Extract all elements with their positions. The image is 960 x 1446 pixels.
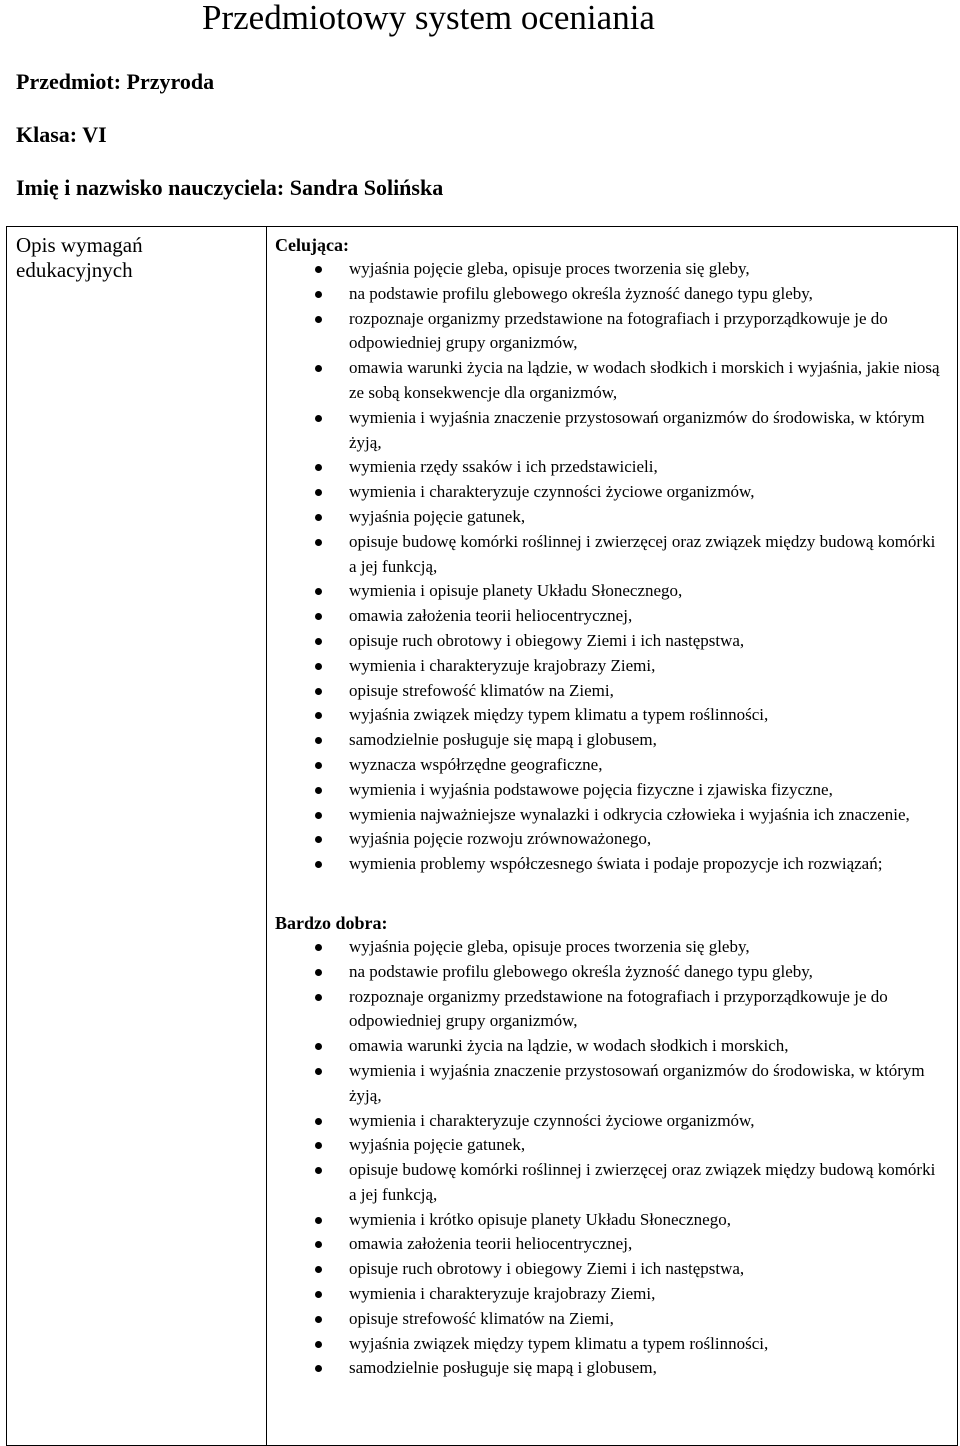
requirement-text: na podstawie profilu glebowego określa żyzność danego typu gleby, bbox=[349, 961, 813, 981]
bullet-icon bbox=[315, 638, 322, 645]
list-item bbox=[275, 282, 947, 307]
requirement-text: wymienia rzędy ssaków i ich przedstawicieli, bbox=[349, 457, 658, 477]
list-item bbox=[275, 604, 947, 629]
list-item bbox=[275, 356, 947, 406]
bullet-icon bbox=[315, 1365, 322, 1372]
bullet-icon bbox=[315, 1266, 322, 1273]
bullet-icon bbox=[315, 1217, 322, 1224]
requirements-list bbox=[275, 257, 947, 877]
bullet-icon bbox=[315, 969, 322, 976]
bullet-icon bbox=[315, 944, 322, 951]
list-item bbox=[275, 1034, 947, 1059]
requirement-text: samodzielnie posługuje się mapą i globusem, bbox=[349, 730, 657, 750]
list-item bbox=[275, 1208, 947, 1233]
grade-section bbox=[275, 911, 947, 1381]
column-divider bbox=[266, 227, 267, 1445]
list-item bbox=[275, 827, 947, 852]
requirement-text: wyjaśnia pojęcie gleba, opisuje proces tworzenia się gleby, bbox=[349, 936, 750, 956]
bullet-icon bbox=[315, 316, 322, 323]
list-item bbox=[275, 985, 947, 1035]
requirement-text: wyznacza współrzędne geograficzne, bbox=[349, 754, 603, 774]
bullet-icon bbox=[315, 266, 322, 273]
bullet-icon bbox=[315, 994, 322, 1001]
list-item bbox=[275, 629, 947, 654]
requirement-text: omawia warunki życia na lądzie, w wodach słodkich i morskich, bbox=[349, 1036, 789, 1056]
bullet-icon bbox=[315, 712, 322, 719]
list-item bbox=[275, 778, 947, 803]
teacher-label: Imię i nazwisko nauczyciela: Sandra Solińska bbox=[16, 175, 444, 200]
requirement-text: wymienia i charakteryzuje czynności życiowe organizmów, bbox=[349, 482, 755, 502]
requirement-text: na podstawie profilu glebowego określa żyzność danego typu gleby, bbox=[349, 283, 813, 303]
requirement-text: wymienia i charakteryzuje czynności życiowe organizmów, bbox=[349, 1110, 755, 1130]
bullet-icon bbox=[315, 737, 322, 744]
bullet-icon bbox=[315, 464, 322, 471]
requirement-text: wymienia i wyjaśnia znaczenie przystosowań organizmów do środowiska, w którym żyją, bbox=[349, 407, 925, 452]
list-item bbox=[275, 803, 947, 828]
list-item bbox=[275, 703, 947, 728]
requirement-text: opisuje ruch obrotowy i obiegowy Ziemi i ich następstwa, bbox=[349, 630, 745, 650]
bullet-icon bbox=[315, 1241, 322, 1248]
bullet-icon bbox=[315, 1118, 322, 1125]
list-item bbox=[275, 406, 947, 456]
requirement-text: wyjaśnia związek między typem klimatu a typem roślinności, bbox=[349, 705, 769, 725]
bullet-icon bbox=[315, 291, 322, 298]
bullet-icon bbox=[315, 613, 322, 620]
requirement-text: wymienia i charakteryzuje krajobrazy Ziemi, bbox=[349, 655, 656, 675]
list-item bbox=[275, 852, 947, 877]
requirements-table bbox=[6, 226, 958, 1446]
requirements-label-line-1: Opis wymagań bbox=[16, 233, 143, 257]
list-item bbox=[275, 753, 947, 778]
requirement-text: opisuje ruch obrotowy i obiegowy Ziemi i ich następstwa, bbox=[349, 1259, 745, 1279]
bullet-icon bbox=[315, 1291, 322, 1298]
requirements-description-label bbox=[16, 233, 256, 283]
requirement-text: opisuje budowę komórki roślinnej i zwierzęcej oraz związek między budową komórki a jej funkcją, bbox=[349, 531, 936, 576]
requirement-text: wyjaśnia związek między typem klimatu a typem roślinności, bbox=[349, 1333, 769, 1353]
requirement-text: wymienia i opisuje planety Układu Słonecznego, bbox=[349, 581, 683, 601]
grade-section bbox=[275, 233, 947, 877]
list-item bbox=[275, 1257, 947, 1282]
bullet-icon bbox=[315, 663, 322, 670]
bullet-icon bbox=[315, 365, 322, 372]
class-label: Klasa: VI bbox=[16, 122, 107, 147]
bullet-icon bbox=[315, 1068, 322, 1075]
requirement-text: wymienia i wyjaśnia podstawowe pojęcia fizyczne i zjawiska fizyczne, bbox=[349, 779, 833, 799]
list-item bbox=[275, 1282, 947, 1307]
list-item bbox=[275, 679, 947, 704]
requirement-text: wymienia i wyjaśnia znaczenie przystosowań organizmów do środowiska, w którym żyją, bbox=[349, 1060, 925, 1105]
grade-heading: Bardzo dobra: bbox=[275, 912, 388, 933]
requirement-text: wymienia i krótko opisuje planety Układu Słonecznego, bbox=[349, 1209, 731, 1229]
grade-heading: Celująca: bbox=[275, 235, 349, 255]
requirement-text: samodzielnie posługuje się mapą i globusem, bbox=[349, 1358, 657, 1378]
list-item bbox=[275, 1356, 947, 1381]
list-item bbox=[275, 728, 947, 753]
list-item bbox=[275, 1133, 947, 1158]
requirement-text: omawia warunki życia na lądzie, w wodach słodkich i morskich i wyjaśnia, jakie niosą ze sobą konsekwencje dla organizmów, bbox=[349, 358, 940, 402]
requirement-text: wyjaśnia pojęcie gatunek, bbox=[349, 506, 526, 526]
requirement-text: wymienia najważniejsze wynalazki i odkrycia człowieka i wyjaśnia ich znaczenie, bbox=[349, 804, 910, 824]
list-item bbox=[275, 257, 947, 282]
bullet-icon bbox=[315, 588, 322, 595]
list-item bbox=[275, 1158, 947, 1208]
bullet-icon bbox=[315, 861, 322, 868]
list-item bbox=[275, 455, 947, 480]
bullet-icon bbox=[315, 812, 322, 819]
bullet-icon bbox=[315, 1142, 322, 1149]
list-item bbox=[275, 1109, 947, 1134]
bullet-icon bbox=[315, 836, 322, 843]
bullet-icon bbox=[315, 762, 322, 769]
list-item bbox=[275, 935, 947, 960]
requirement-text: opisuje strefowość klimatów na Ziemi, bbox=[349, 680, 614, 700]
bullet-icon bbox=[315, 489, 322, 496]
list-item bbox=[275, 530, 947, 580]
requirement-text: omawia założenia teorii heliocentrycznej, bbox=[349, 1234, 633, 1254]
requirement-text: opisuje budowę komórki roślinnej i zwierzęcej oraz związek między budową komórki a jej funkcją, bbox=[349, 1160, 936, 1204]
requirements-list bbox=[275, 935, 947, 1381]
bullet-icon bbox=[315, 1167, 322, 1174]
bullet-icon bbox=[315, 688, 322, 695]
list-item bbox=[275, 1332, 947, 1357]
requirement-text: wyjaśnia pojęcie gatunek, bbox=[349, 1135, 526, 1155]
bullet-icon bbox=[315, 514, 322, 521]
bullet-icon bbox=[315, 539, 322, 546]
requirement-text: rozpoznaje organizmy przedstawione na fotografiach i przyporządkowuje je do odpowiedniej grupy organizmów, bbox=[349, 986, 888, 1031]
requirement-text: omawia założenia teorii heliocentrycznej, bbox=[349, 606, 633, 626]
requirement-text: wyjaśnia pojęcie rozwoju zrównoważonego, bbox=[349, 829, 652, 849]
list-item bbox=[275, 1059, 947, 1109]
list-item bbox=[275, 1307, 947, 1332]
requirements-label-line-2: edukacyjnych bbox=[16, 258, 133, 282]
requirement-text: opisuje strefowość klimatów na Ziemi, bbox=[349, 1308, 614, 1328]
list-item bbox=[275, 960, 947, 985]
bullet-icon bbox=[315, 415, 322, 422]
list-item bbox=[275, 307, 947, 357]
list-item bbox=[275, 480, 947, 505]
subject-label: Przedmiot: Przyroda bbox=[16, 69, 215, 94]
bullet-icon bbox=[315, 787, 322, 794]
requirement-text: wyjaśnia pojęcie gleba, opisuje proces tworzenia się gleby, bbox=[349, 259, 750, 278]
list-item bbox=[275, 505, 947, 530]
list-item bbox=[275, 1232, 947, 1257]
page-title: Przedmiotowy system oceniania bbox=[202, 0, 655, 37]
grades-content bbox=[275, 233, 947, 1381]
bullet-icon bbox=[315, 1316, 322, 1323]
list-item bbox=[275, 654, 947, 679]
requirement-text: wymienia i charakteryzuje krajobrazy Ziemi, bbox=[349, 1284, 656, 1304]
bullet-icon bbox=[315, 1043, 322, 1050]
list-item bbox=[275, 579, 947, 604]
bullet-icon bbox=[315, 1341, 322, 1348]
requirement-text: rozpoznaje organizmy przedstawione na fotografiach i przyporządkowuje je do odpowiedniej grupy organizmów, bbox=[349, 308, 888, 353]
requirement-text: wymienia problemy współczesnego świata i podaje propozycje ich rozwiązań; bbox=[349, 854, 883, 874]
